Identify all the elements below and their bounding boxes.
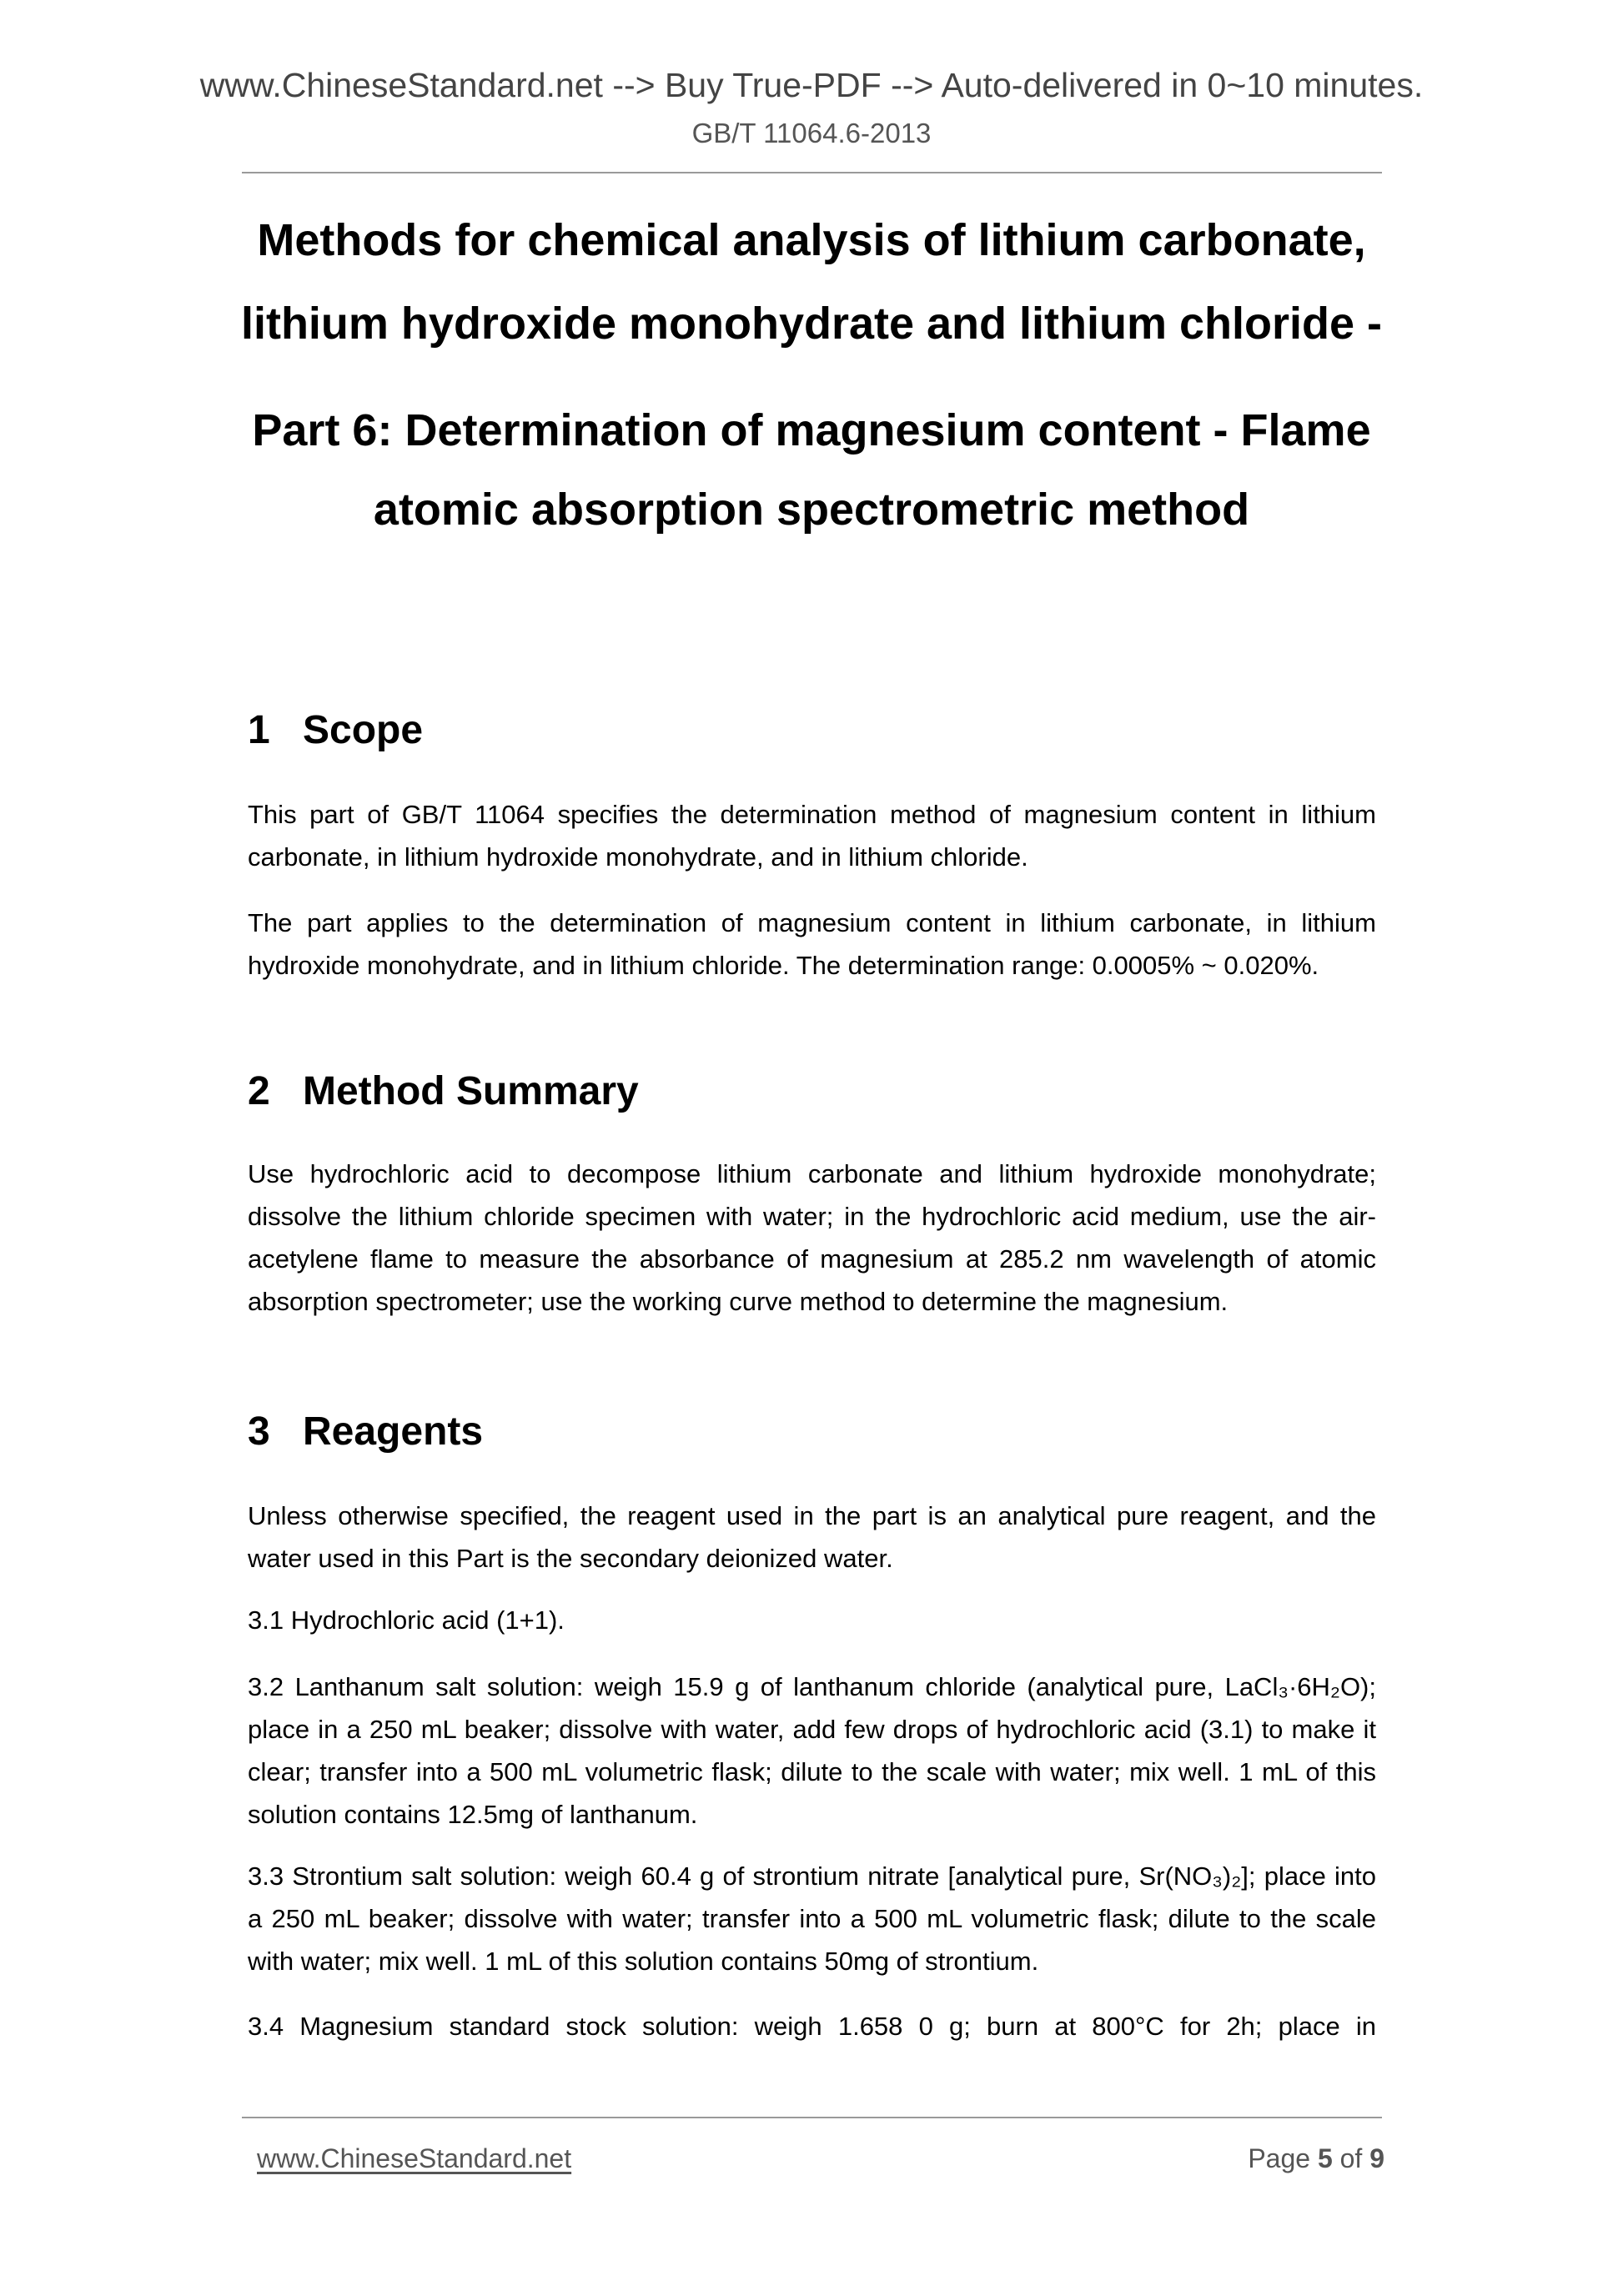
section-title: Method Summary: [303, 1069, 639, 1113]
standard-number: GB/T 11064.6-2013: [691, 118, 932, 148]
paragraph: Use hydrochloric acid to decompose lithium carbonate and lithium hydroxide monohydrate; dissolve the lithium chloride specimen with water; in the hydrochloric acid medium, use the air-acetylene flame to measure the absorbance of magnesium at 285.2 nm wavelength of atomic absorption spectrometer; use the working curve method to determine the magnesium.: [248, 1159, 1376, 1316]
clause-3-3: 3.3 Strontium salt solution: weigh 60.4 g of strontium nitrate [analytical pure, Sr(NO₃)₂]; place into a 250 mL beaker; dissolve with water; transfer into a 500 mL volumetric flask; dilute to the scale with water; mix well. 1 mL of this solution contains 50mg of strontium.: [248, 1861, 1376, 1976]
section-number: 1: [248, 708, 270, 752]
section-title: Scope: [303, 708, 424, 752]
footer-divider: [242, 2117, 1382, 2118]
section-heading-scope: [248, 706, 423, 756]
clause-3-2: 3.2 Lanthanum salt solution: weigh 15.9 g of lanthanum chloride (analytical pure, LaCl₃·6H₂O); place in a 250 mL beaker; dissolve with water, add few drops of hydrochloric acid (3.1) to make it clear; transfer into a 500 mL volumetric flask; dilute to the scale with water; mix well. 1 mL of this solution contains 12.5mg of lanthanum.: [248, 1672, 1376, 1829]
header-banner: www.ChineseStandard.net --> Buy True-PDF --> Auto-delivered in 0~10 minutes.: [199, 66, 1424, 104]
doc-title-line-1: Methods for chemical analysis of lithium carbonate,: [257, 215, 1366, 265]
page-total: 9: [1369, 2143, 1384, 2173]
clause-3-4: 3.4 Magnesium standard stock solution: weigh 1.658 0 g; burn at 800°C for 2h; place in: [248, 2012, 1376, 2041]
paragraph: This part of GB/T 11064 specifies the determination method of magnesium content in lithium carbonate, in lithium hydroxide monohydrate, and in lithium chloride.: [248, 800, 1376, 872]
section-title: Reagents: [303, 1409, 484, 1454]
header-divider: [242, 172, 1382, 173]
doc-title-line-4: atomic absorption spectrometric method: [373, 485, 1250, 535]
section-heading-reagents: [248, 1407, 483, 1457]
page-label: Page: [1248, 2143, 1311, 2173]
section-number: 2: [248, 1069, 270, 1113]
section-heading-method-summary: [248, 1067, 639, 1117]
footer-website-link[interactable]: www.ChineseStandard.net: [257, 2143, 572, 2173]
paragraph: Unless otherwise specified, the reagent used in the part is an analytical pure reagent, and the water used in this Part is the secondary deionized water.: [248, 1501, 1376, 1573]
paragraph: The part applies to the determination of magnesium content in lithium carbonate, in lithium hydroxide monohydrate, and in lithium chloride. The determination range: 0.0005% ~ 0.020%.: [248, 908, 1376, 980]
page-current: 5: [1317, 2143, 1333, 2173]
doc-title-line-3: Part 6: Determination of magnesium content - Flame: [252, 405, 1371, 455]
page-of: of: [1339, 2143, 1363, 2173]
doc-title-line-2: lithium hydroxide monohydrate and lithium chloride -: [240, 299, 1383, 349]
page-indicator: [1248, 2140, 1384, 2177]
clause-3-1: 3.1 Hydrochloric acid (1+1).: [248, 1605, 565, 1635]
section-number: 3: [248, 1409, 270, 1454]
